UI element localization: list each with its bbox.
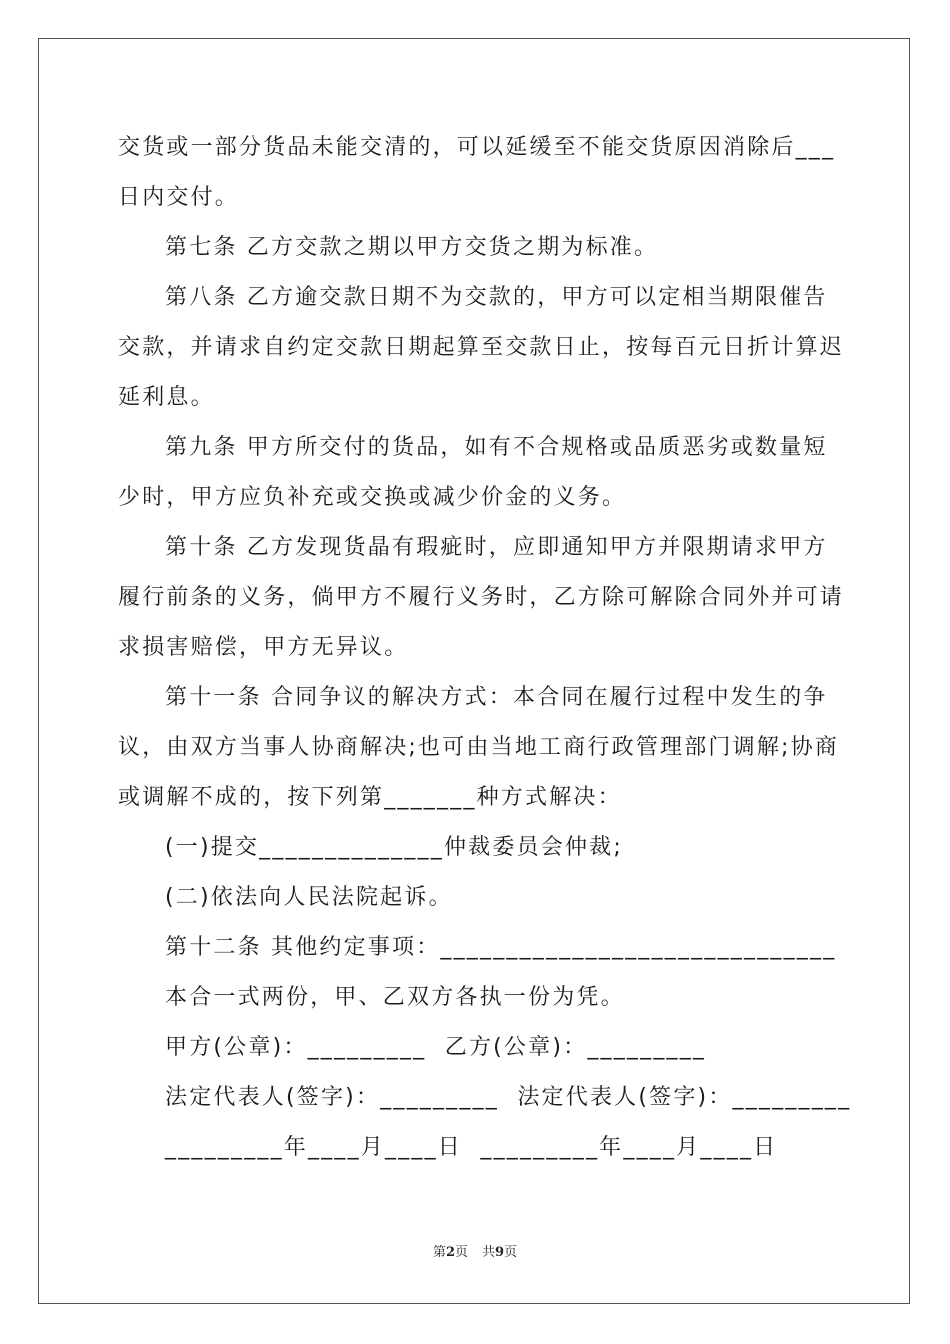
clause-9-line-2: 少时，甲方应负补充或交换或减少价金的义务。	[118, 485, 627, 510]
body-line-1: 交货或一部分货品未能交清的，可以延缓至不能交货原因消除后___	[118, 135, 836, 160]
clause-11-line-1: 第十一条 合同争议的解决方式：本合同在履行过程中发生的争	[165, 685, 828, 710]
clause-8-line-3: 延利息。	[118, 385, 215, 410]
total-prefix: 共	[482, 1245, 496, 1260]
clause-10-line-1: 第十条 乙方发现货晶有瑕疵时，应即通知甲方并限期请求甲方	[165, 535, 828, 560]
option-1: (一)提交______________仲裁委员会仲裁;	[165, 835, 623, 860]
clause-10-line-3: 求损害赔偿，甲方无异议。	[118, 635, 409, 660]
total-pages: 9	[495, 1245, 505, 1260]
total-suffix: 页	[504, 1245, 518, 1260]
clause-12: 第十二条 其他约定事项：______________________________	[165, 935, 837, 960]
option-2: (二)依法向人民法院起诉。	[165, 885, 453, 910]
clause-10-line-2: 履行前条的义务，倘甲方不履行义务时，乙方除可解除合同外并可请	[118, 585, 845, 610]
legal-representatives: 法定代表人(签字)：_________ 法定代表人(签字)：_________	[165, 1085, 852, 1110]
page-number: 2	[445, 1245, 455, 1260]
page-footer	[0, 1244, 950, 1262]
page-prefix: 第	[432, 1245, 446, 1260]
copies-statement: 本合一式两份，甲、乙双方各执一份为凭。	[165, 985, 625, 1010]
signing-dates: _________年____月____日 _________年____月____日	[165, 1135, 778, 1160]
clause-8-line-1: 第八条 乙方逾交款日期不为交款的，甲方可以定相当期限催告	[165, 285, 828, 310]
party-seals: 甲方(公章)：_________ 乙方(公章)：_________	[165, 1035, 707, 1060]
page-border	[38, 38, 910, 1304]
clause-11-line-3: 或调解不成的，按下列第_______种方式解决：	[118, 785, 622, 810]
clause-7: 第七条 乙方交款之期以甲方交货之期为标准。	[165, 235, 659, 260]
clause-11-line-2: 议，由双方当事人协商解决;也可由当地工商行政管理部门调解;协商	[118, 735, 840, 760]
clause-8-line-2: 交款，并请求自约定交款日期起算至交款日止，按每百元日折计算迟	[118, 335, 845, 360]
clause-9-line-1: 第九条 甲方所交付的货品，如有不合规格或品质恶劣或数量短	[165, 435, 828, 460]
page-suffix: 页	[454, 1245, 468, 1260]
body-line-2: 日内交付。	[118, 185, 240, 210]
